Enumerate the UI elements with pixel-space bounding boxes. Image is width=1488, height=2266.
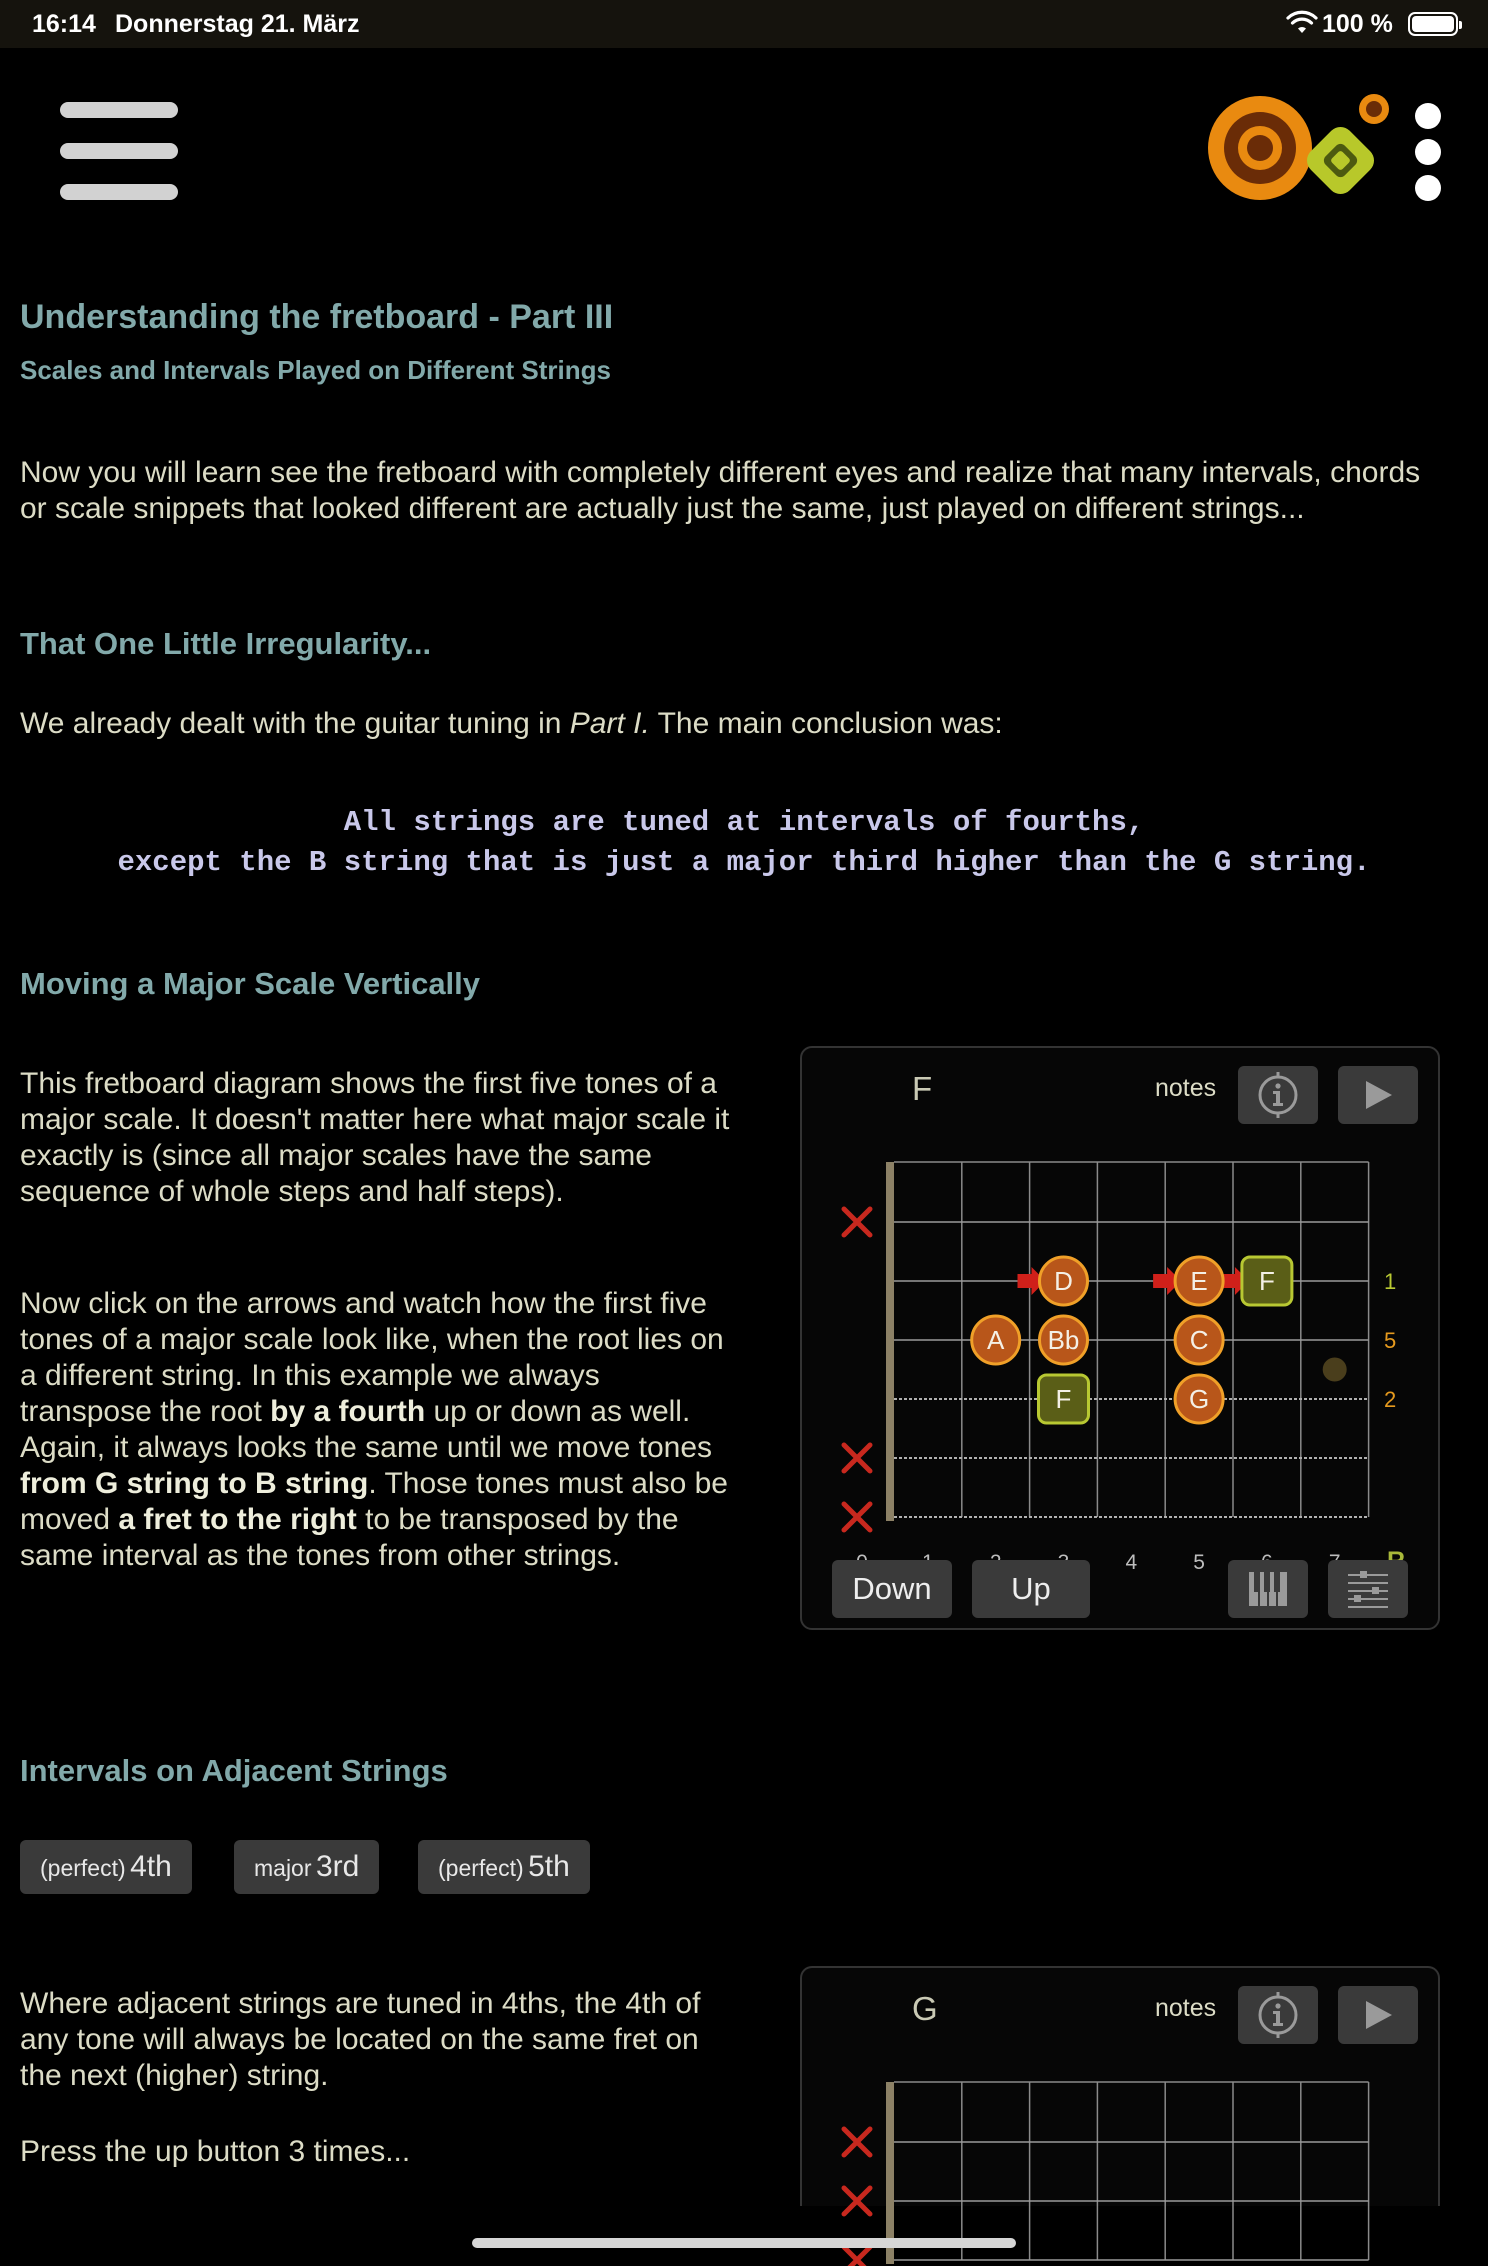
down-button[interactable]: Down (832, 1560, 952, 1618)
fret-number: 5 (1193, 1551, 1205, 1574)
tuning-quote-line2: except the B string that is just a major third higher than the G string. (117, 846, 1371, 879)
intro-paragraph: Now you will learn see the fretboard with completely different eyes and realize that many intervals, chords or scale snippets that looked different are actually just the same, just played on different strings... (20, 456, 1421, 525)
muted-string-x-icon (844, 1209, 870, 1235)
info-icon (1238, 1066, 1318, 1124)
piano-icon (1228, 1560, 1308, 1618)
battery-icon (1408, 12, 1458, 36)
battery-percent: 100 % (1322, 10, 1393, 38)
status-bar (0, 0, 1488, 48)
muted-string-x-icon (844, 2129, 870, 2155)
play-icon (1338, 1986, 1418, 2044)
muted-string-x-icon (844, 2188, 870, 2214)
nut (886, 1162, 894, 1521)
emphasis-by-fourth: by a fourth (270, 1395, 426, 1428)
note-label: D (1054, 1266, 1073, 1296)
section-heading-adjacent-strings: Intervals on Adjacent Strings (20, 1753, 448, 1788)
piano-view-button[interactable] (1228, 1560, 1308, 1618)
interval-label: 5 (1384, 1328, 1397, 1353)
tuning-quote-line1: All strings are tuned at intervals of fourths, (343, 806, 1145, 839)
up-button[interactable]: Up (972, 1560, 1090, 1618)
section1-paragraph (20, 706, 1440, 742)
note-label: F (1258, 1266, 1275, 1296)
major-scale-paragraph2: Now click on the arrows and watch how the first five tones of a major scale look like, when the root lies on a different string. In this example we always transpose the root by a fourth up or down as well. Again, it always looks the same until we move tones from G string to B string. Those tones must also be moved a fret to the right to be transposed by the same interval as the tones from other strings. (20, 1287, 728, 1572)
section-heading-major-scale: Moving a Major Scale Vertically (20, 966, 481, 1001)
interval-label: 2 (1384, 1387, 1397, 1412)
muted-string-x-icon (844, 2247, 870, 2266)
note-label: A (987, 1325, 1005, 1355)
muted-string-x-icon (844, 1504, 870, 1530)
play-button[interactable] (1338, 1066, 1418, 1124)
interval-label: 1 (1384, 1269, 1397, 1294)
section-heading-irregularity: That One Little Irregularity... (20, 626, 432, 661)
more-vertical-icon[interactable] (1415, 103, 1441, 201)
widget2-info-button[interactable] (1238, 1986, 1318, 2044)
adjacent-strings-paragraph1: Where adjacent strings are tuned in 4ths, the 4th of any tone will always be located on the same fret on the next (higher) string. (20, 1987, 701, 2092)
widget2-key-label: G (912, 1990, 938, 2027)
status-time: 16:14 (32, 10, 96, 38)
note-label: G (1188, 1384, 1210, 1414)
fretboard-widget-2 (800, 1966, 1440, 2206)
chip-perfect-4th[interactable]: (perfect) 4th (20, 1840, 192, 1894)
hamburger-menu-icon[interactable] (60, 102, 178, 200)
muted-string-x-icon (844, 1445, 870, 1471)
adjacent-strings-paragraph2: Press the up button 3 times... (20, 2135, 411, 2168)
info-button[interactable] (1238, 1066, 1318, 1124)
chip-major-3rd[interactable]: major 3rd (234, 1840, 379, 1894)
notes-label[interactable]: notes (1155, 1074, 1217, 1102)
status-date: Donnerstag 21. März (115, 10, 360, 38)
nut (886, 2082, 894, 2264)
fretboard-diagram-2[interactable] (802, 2058, 1442, 2218)
widget2-play-button[interactable] (1338, 1986, 1418, 2044)
fretboard-view-button[interactable] (1328, 1560, 1408, 1618)
widget-key-label: F (912, 1070, 933, 1107)
chip-perfect-5th[interactable]: (perfect) 5th (418, 1840, 590, 1894)
note-label: E (1190, 1266, 1208, 1296)
fretboard-widget-1 (800, 1046, 1440, 1630)
note-label: Bb (1047, 1325, 1080, 1355)
major-scale-paragraph1: This fretboard diagram shows the first five tones of a major scale. It doesn't matter here what major scale it exactly is (since all major scales have the same sequence of whole steps and half steps). (20, 1067, 730, 1208)
fretboard-diagram[interactable] (802, 1138, 1442, 1574)
page-subtitle: Scales and Intervals Played on Different Strings (20, 355, 611, 385)
widget2-notes-label[interactable]: notes (1155, 1994, 1217, 2022)
fretboard-view-icon (1328, 1560, 1408, 1618)
home-indicator[interactable] (472, 2238, 1016, 2248)
emphasis-g-to-b: from G string to B string (20, 1467, 369, 1500)
info-icon (1238, 1986, 1318, 2044)
page-title: Understanding the fretboard - Part III (20, 298, 614, 336)
section1-text-after: The main conclusion was: (649, 707, 1003, 740)
note-label: F (1055, 1384, 1072, 1414)
emphasis-fret-right: a fret to the right (118, 1503, 357, 1536)
fret-marker-dot (1323, 1358, 1347, 1382)
app-logo-icon[interactable] (1200, 90, 1395, 215)
wifi-icon (1286, 11, 1318, 35)
part-one-reference: Part I. (569, 707, 650, 740)
play-icon (1338, 1066, 1418, 1124)
fret-number: 4 (1125, 1551, 1138, 1574)
note-label: C (1189, 1325, 1209, 1355)
section1-text-before: We already dealt with the guitar tuning in (20, 707, 570, 740)
